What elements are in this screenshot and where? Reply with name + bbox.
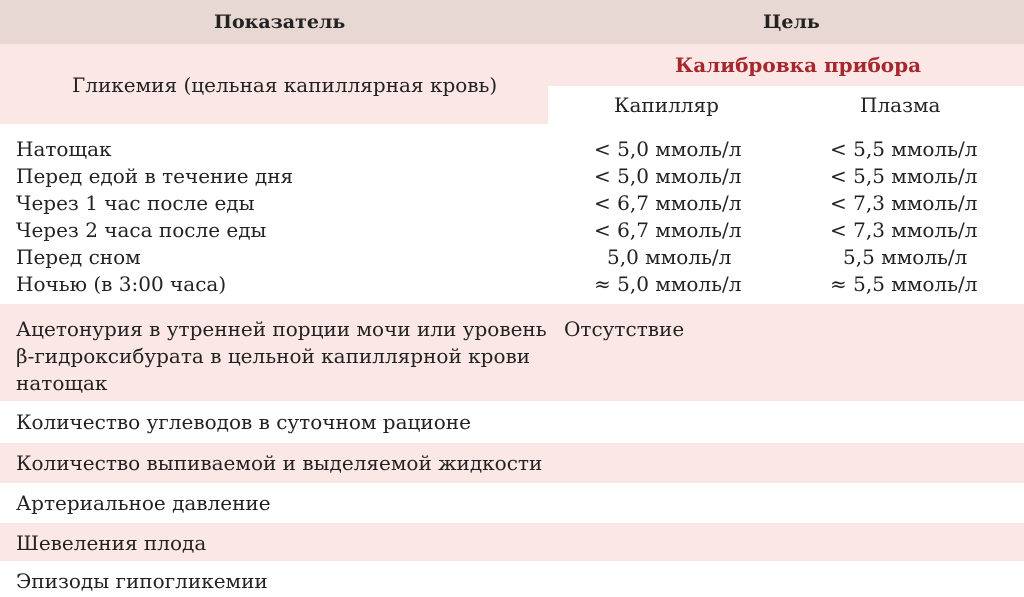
acetonuria-line3: натощак	[16, 371, 108, 395]
table-row	[0, 443, 1024, 483]
calibration-label: Калибровка прибора	[675, 53, 922, 77]
table-row	[0, 561, 1024, 597]
capillary-label: Капилляр	[614, 93, 719, 117]
table-header	[0, 0, 1024, 45]
table-row-label: Перед сном	[16, 245, 141, 269]
acetonuria-line2: β-гидроксибурата в цельной капиллярной крови	[16, 344, 531, 368]
table-row-capillary: < 5,0 ммоль/л	[594, 164, 742, 188]
table-row-label: Через 1 час после еды	[16, 191, 255, 215]
acetonuria-line1: Ацетонурия в утренней порции мочи или уровень	[16, 317, 547, 341]
table-row	[0, 401, 1024, 443]
table-row-label: Артериальное давление	[16, 491, 271, 515]
table-row-plasma: < 5,5 ммоль/л	[830, 164, 978, 188]
acetonuria-row	[0, 304, 1024, 401]
table-row-label: Натощак	[16, 137, 112, 161]
table-row-capillary: < 6,7 ммоль/л	[594, 218, 742, 242]
glycemia-label: Гликемия (цельная капиллярная кровь)	[72, 73, 498, 97]
plasma-label: Плазма	[860, 93, 941, 117]
table-row-label: Эпизоды гипогликемии	[16, 569, 268, 593]
table-row-plasma: < 5,5 ммоль/л	[830, 137, 978, 161]
header-indicator: Показатель	[214, 11, 346, 33]
table-row-plasma: < 7,3 ммоль/л	[830, 191, 978, 215]
table-row-label: Количество углеводов в суточном рационе	[16, 410, 471, 434]
table-row-plasma: 5,5 ммоль/л	[843, 245, 968, 269]
table-row-label: Количество выпиваемой и выделяемой жидкости	[16, 451, 543, 475]
table-row-plasma: ≈ 5,5 ммоль/л	[830, 272, 978, 296]
table-row	[0, 483, 1024, 523]
table-row-label: Через 2 часа после еды	[16, 218, 267, 242]
table-row-capillary: 5,0 ммоль/л	[607, 245, 732, 269]
table-row-capillary: < 6,7 ммоль/л	[594, 191, 742, 215]
acetonuria-value: Отсутствие	[564, 317, 685, 341]
table-row-plasma: < 7,3 ммоль/л	[830, 218, 978, 242]
table-row-capillary: < 5,0 ммоль/л	[594, 137, 742, 161]
table-row-label: Шевеления плода	[16, 531, 207, 555]
header-goal: Цель	[763, 11, 820, 33]
table-row-label: Ночью (в 3:00 часа)	[16, 272, 227, 296]
glycemia-header-row	[0, 44, 1024, 124]
table-row-capillary: ≈ 5,0 ммоль/л	[594, 272, 742, 296]
subheader-bar	[548, 86, 1024, 124]
glucose-rows-block	[0, 124, 1024, 304]
table-row-label: Перед едой в течение дня	[16, 164, 294, 188]
table-row	[0, 523, 1024, 561]
